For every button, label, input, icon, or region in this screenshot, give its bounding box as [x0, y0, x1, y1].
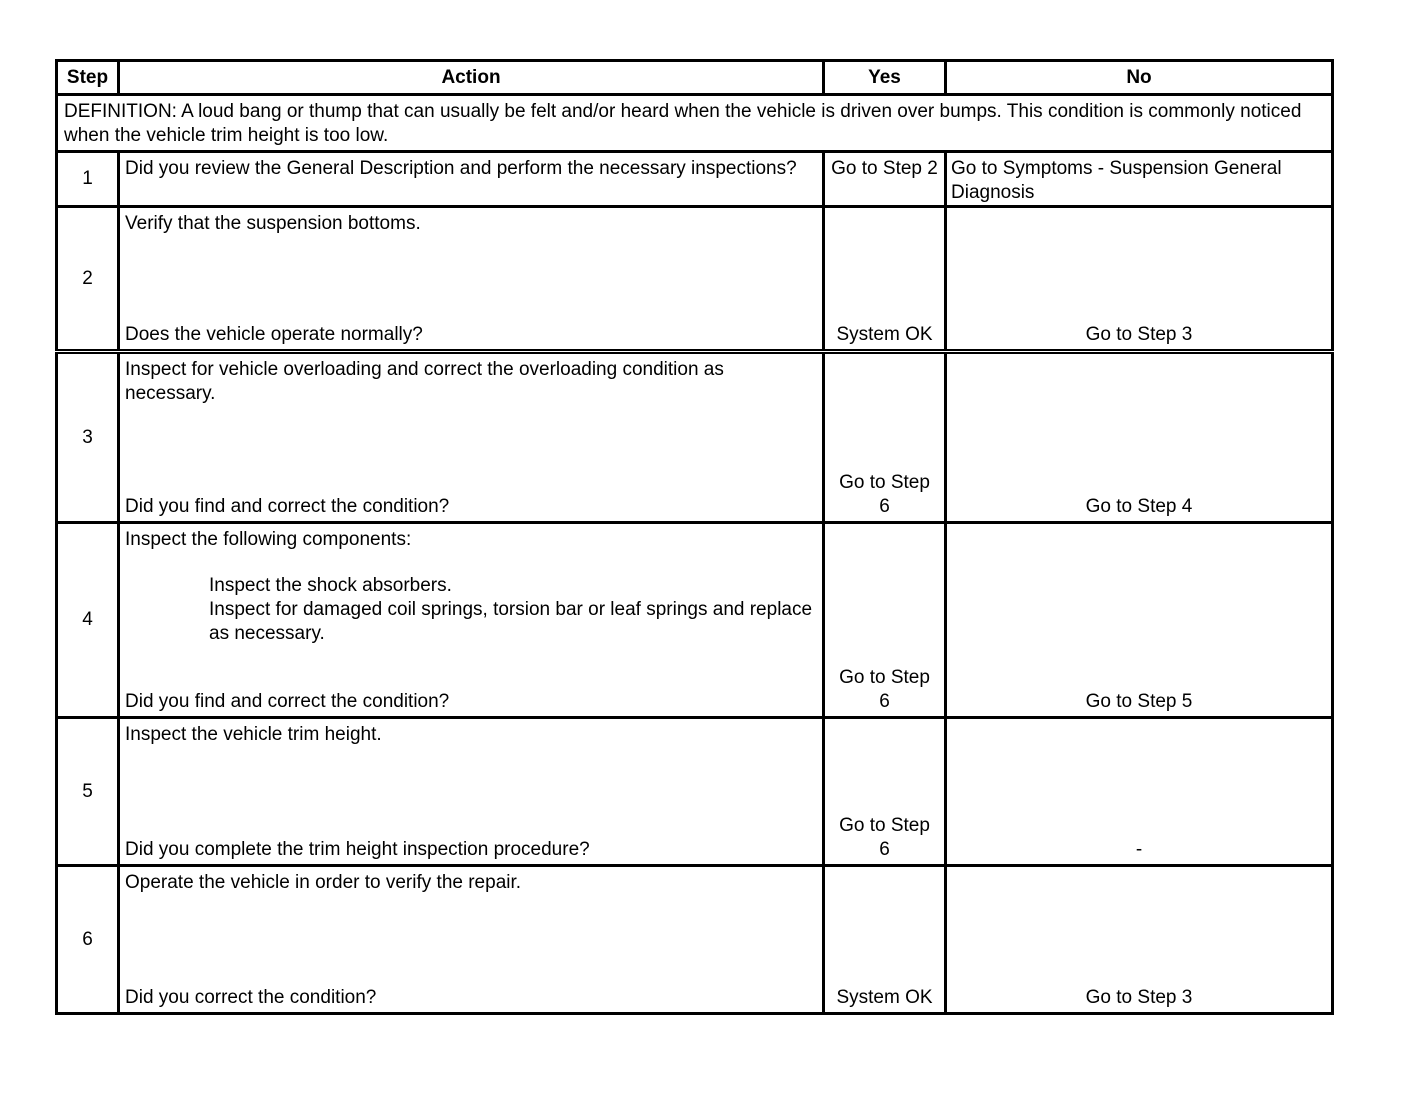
definition-text: DEFINITION: A loud bang or thump that can usually be felt and/or heard when the vehicle is driven over bumps. This condition is commonly noticed when the vehicle trim height is too low. [64, 101, 1302, 146]
table-row [57, 523, 1333, 718]
action-text: Verify that the suspension bottoms. [125, 213, 421, 234]
action-text: Inspect for vehicle overloading and correct the overloading condition as necessary. [125, 359, 724, 404]
action-text: Operate the vehicle in order to verify the repair. [125, 872, 522, 893]
definition-row [57, 95, 1333, 152]
header-row [57, 61, 1333, 95]
no-cell: Go to Symptoms - Suspension General Diagnosis [946, 152, 1333, 207]
table-row [57, 352, 1333, 523]
step-number: 1 [57, 152, 119, 207]
list-item: Inspect the shock absorbers. [209, 575, 452, 596]
step-number: 4 [57, 523, 119, 718]
table-row [57, 718, 1333, 866]
header-no: No [946, 61, 1333, 95]
header-action: Action [119, 61, 824, 95]
yes-cell: System OK [836, 324, 933, 345]
step-number: 2 [57, 207, 119, 352]
action-text: Inspect the following components: [125, 529, 412, 550]
table-row [57, 866, 1333, 1014]
header-step: Step [57, 61, 119, 95]
no-cell: - [1135, 839, 1143, 860]
yes-cell: System OK [836, 987, 933, 1008]
step-number: 5 [57, 718, 119, 866]
table-row [57, 207, 1333, 352]
no-cell: Go to Step 5 [1085, 691, 1193, 712]
list-item: Inspect for damaged coil springs, torsion bar or leaf springs and replace as necessary. [209, 599, 813, 644]
action-question: Does the vehicle operate normally? [125, 324, 423, 345]
action-text: Inspect the vehicle trim height. [125, 724, 382, 745]
diagnostic-table [55, 59, 1334, 1015]
yes-cell: Go to Step 6 [839, 815, 930, 860]
no-cell: Go to Step 3 [1085, 324, 1193, 345]
step-number: 3 [57, 352, 119, 523]
action-question: Did you correct the condition? [125, 987, 377, 1008]
step-number: 6 [57, 866, 119, 1014]
no-cell: Go to Step 4 [1085, 496, 1193, 517]
yes-cell: Go to Step 6 [839, 472, 930, 517]
table-row [57, 152, 1333, 207]
action-text: Did you review the General Description and perform the necessary inspections? [125, 158, 797, 179]
no-cell: Go to Step 3 [1085, 987, 1193, 1008]
action-question: Did you find and correct the condition? [125, 496, 450, 517]
header-yes: Yes [824, 61, 946, 95]
action-question: Did you complete the trim height inspection procedure? [125, 839, 590, 860]
yes-cell: Go to Step 2 [824, 152, 946, 207]
action-question: Did you find and correct the condition? [125, 691, 450, 712]
yes-cell: Go to Step 6 [839, 667, 930, 712]
